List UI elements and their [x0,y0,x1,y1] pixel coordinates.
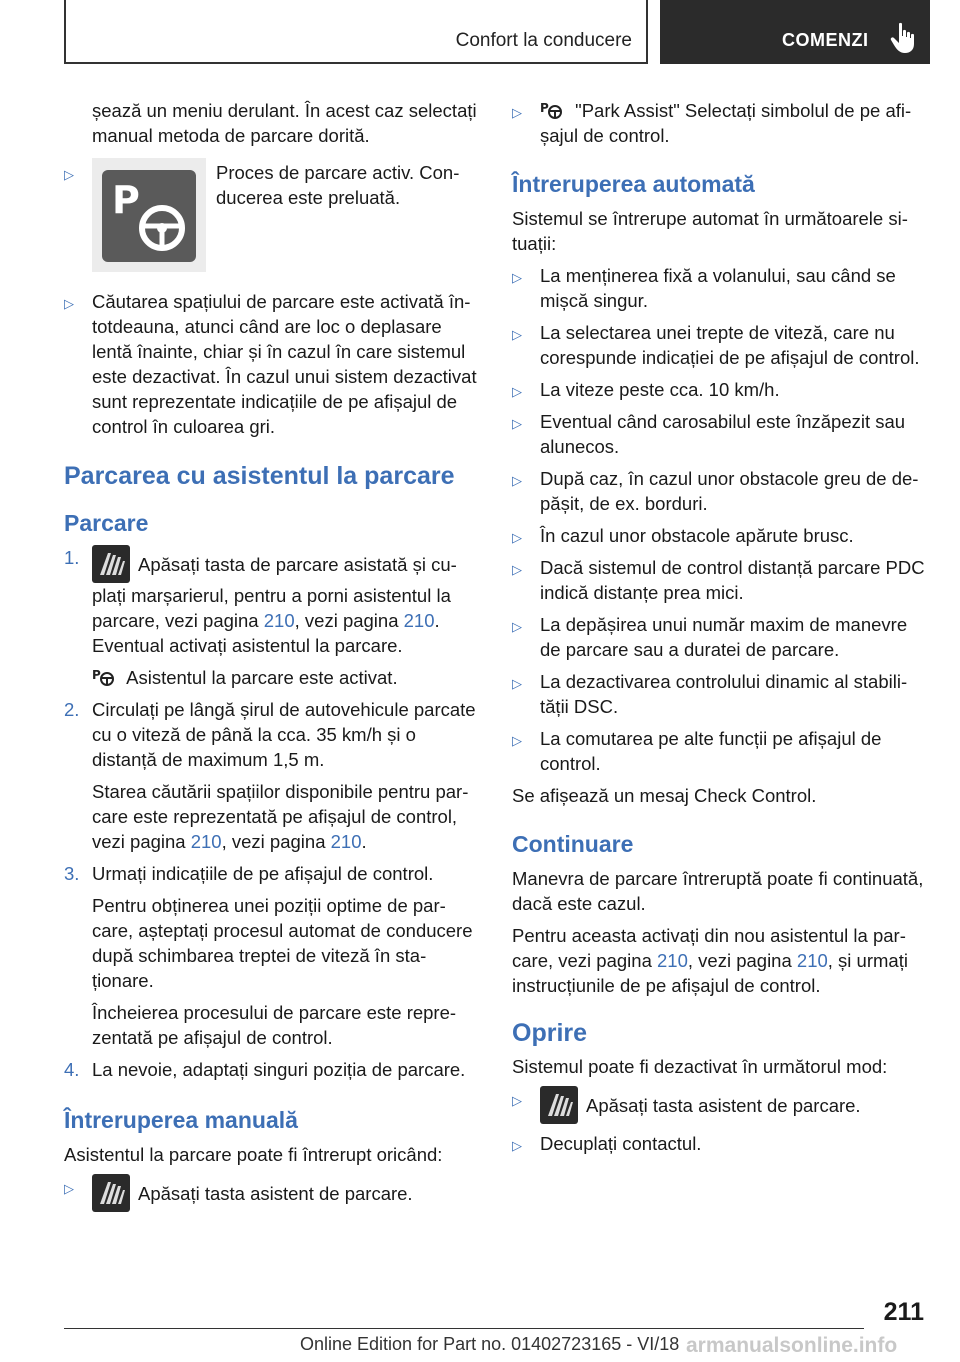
bullet-triangle-icon: ▷ [512,530,522,545]
continue-heading: Continuare [512,831,634,857]
auto-heading: Întreruperea automată [512,171,755,197]
auto-bullet-text: La viteze peste cca. 10 km/h. [540,379,780,400]
auto-bullet [512,320,928,370]
page-header [64,0,930,64]
page-link[interactable]: 210 [190,831,222,852]
step-3-sub-1: Pentru obținerea unei poziții optime de parcare, așteptați procesul automat de conducere după schimbarea treptei de viteză în staționare. [92,895,473,991]
page-link[interactable]: 210 [403,610,435,631]
step-3-text: Urmați indicațiile de pe afișajul de control. [92,863,434,884]
auto-bullet-text: La depășirea unui număr maxim de manevre de parcare sau a duratei de parcare. [540,614,908,660]
auto-bullet-text: La menținerea fixă a volanului, sau când se mișcă singur. [540,265,896,311]
watermark: armanualsonline.info [686,1334,898,1357]
auto-bullet [512,409,928,459]
parking-assist-button-icon [92,1174,130,1212]
page-number: 211 [883,1298,924,1326]
auto-bullet-text: În cazul unor obstacole apărute brusc. [540,525,854,546]
page-link[interactable]: 210 [796,950,828,971]
continue-p2-text: , și urmați instrucțiunile de pe afișajul de control. [512,950,908,996]
park-assist-bullet [512,98,928,148]
search-note-bullet [64,289,480,439]
svg-text:P: P [92,668,101,682]
step-2-sub-text: Starea căutării spațiilor disponibile pentru parcare este reprezentată pe afișajul de control, vezi pagina [92,781,469,852]
svg-text:P: P [540,101,549,115]
auto-list [512,263,928,776]
auto-bullet-text: Eventual când carosabilul este înzăpezit sau alunecos. [540,411,906,457]
check-control-text: Se afișează un mesaj Check Control. [512,785,817,806]
svg-text:P: P [112,178,140,222]
auto-bullet [512,555,928,605]
bullet-triangle-icon: ▷ [64,167,74,182]
step-1 [64,545,480,658]
parking-heading: Parcare [64,510,149,536]
manual-bullet [64,1174,480,1212]
bullet-triangle-icon: ▷ [512,562,522,577]
auto-bullet [512,612,928,662]
auto-bullet [512,669,928,719]
active-bullet [64,160,480,282]
section-tab-label: Confort la conducere [455,30,632,51]
auto-bullet-text: Dacă sistemul de control distanță parcare PDC indică distanțe prea mici. [540,557,925,603]
step-2-sub [64,779,480,854]
left-column [64,98,480,1219]
intro-paragraph: ș​ează un meniu derulant. În acest caz selectați manual metoda de parcare dorită. [92,100,477,146]
manual-heading: Întreruperea manuală [64,1107,298,1133]
parking-assist-button-icon [92,545,130,583]
bullet-triangle-icon: ▷ [512,676,522,691]
auto-bullet [512,377,928,402]
step-2-text: Circulați pe lângă șirul de autovehicule parcate cu o viteză de până la cca. 35 km/h și o distanță de maximum 1,5 m. [92,699,476,770]
step-1-text-b: , vezi pagina [294,610,404,631]
auto-bullet-text: După caz, în cazul unor obstacole greu de depășit, de ex. borduri. [540,468,919,514]
step-2-sub-text: , vezi pagina [221,831,331,852]
page-link[interactable]: 210 [657,950,688,971]
step-2 [64,697,480,772]
park-assist-text: "Park Assist" Selectați simbolul de pe afișajul de control. [540,100,912,146]
parking-steering-icon [540,100,564,120]
bullet-triangle-icon: ▷ [64,1181,74,1196]
bullet-triangle-icon: ▷ [64,296,74,311]
auto-bullet-text: La selectarea unei trepte de viteză, care nu corespunde indicației de pe afișajul de control. [540,322,920,368]
auto-bullet [512,523,928,548]
search-note-text: Căutarea spațiului de parcare este activată întotdeauna, atunci când are loc o deplasare lentă înainte, chiar și în cazul în care sistemul este dezactivat. În cazul unui sistem dezactivat sunt reprezentate indicațiile de pe afișajul de control în culoarea gri. [92,291,477,437]
manual-bullet-text: Apăsați tasta asistent de parcare. [138,1183,413,1204]
auto-bullet [512,466,928,516]
section-heading: Parcarea cu asistentul la parcare [64,462,455,490]
bullet-triangle-icon: ▷ [512,384,522,399]
stop-heading: Oprire [512,1019,588,1047]
parking-assist-button-icon [540,1086,578,1124]
step-number: 3. [64,863,80,884]
step-2-sub-text: . [361,831,367,852]
continue-p2-text: Pentru aceasta activați din nou asistentul la parcare, vezi pagina [512,925,906,971]
continue-p2-text: , vezi pagina [687,950,797,971]
auto-bullet [512,263,928,313]
bullet-triangle-icon: ▷ [512,733,522,748]
manual-intro: Asistentul la parcare poate fi întrerupt oricând: [64,1144,443,1165]
step-1-sub-text: Asistentul la parcare este activat. [126,667,398,688]
continue-p1: Manevra de parcare întreruptă poate fi continuată, dacă este cazul. [512,868,924,914]
continue-p2 [512,923,928,998]
step-3 [64,861,480,886]
auto-bullet-text: La comutarea pe alte funcții pe afișajul de control. [540,728,882,774]
pointing-hand-icon [890,22,916,54]
footer-divider [64,1328,864,1329]
stop-bullet-text: Decuplați contactul. [540,1133,702,1154]
stop-bullet-1 [512,1086,928,1124]
bullet-triangle-icon: ▷ [512,1093,522,1108]
bullet-triangle-icon: ▷ [512,327,522,342]
step-4-text: La nevoie, adaptați singuri poziția de parcare. [92,1059,466,1080]
bullet-triangle-icon: ▷ [512,1138,522,1153]
auto-intro: Sistemul se întrerupe automat în următoarele situații: [512,208,908,254]
stop-bullet-text: Apăsați tasta asistent de parcare. [586,1095,861,1116]
auto-bullet [512,726,928,776]
edition-text: Online Edition for Part no. 01402723165 - VI/18 [300,1334,680,1354]
stop-bullet-2 [512,1131,928,1156]
active-parking-icon [92,158,206,272]
bullet-triangle-icon: ▷ [512,270,522,285]
step-1-text-a: Apăsați tasta de parcare asistată și cuplați marșarierul, pentru a porni asistentul la parcare, vezi pagina [92,554,457,631]
step-4 [64,1057,480,1082]
page-link[interactable]: 210 [263,610,295,631]
section-tab [64,0,648,64]
step-3-sub-2: Încheierea procesului de parcare este reprezentată pe afișajul de control. [92,1002,457,1048]
bullet-triangle-icon: ▷ [512,619,522,634]
chapter-tab [660,0,930,64]
stop-intro: Sistemul poate fi dezactivat în următorul mod: [512,1056,888,1077]
chapter-tab-label: COMENZI [782,30,869,50]
parking-steering-icon [92,667,116,687]
page-link[interactable]: 210 [330,831,362,852]
bullet-triangle-icon: ▷ [512,473,522,488]
right-column [512,98,928,1163]
bullet-triangle-icon: ▷ [512,416,522,431]
step-number: 1. [64,547,80,568]
step-number: 2. [64,699,80,720]
auto-bullet-text: La dezactivarea controlului dinamic al stabilității DSC. [540,671,908,717]
bullet-triangle-icon: ▷ [512,105,522,120]
active-label: Proces de parcare activ. Conducerea este preluată. [216,162,460,208]
step-1-text-c: . Eventual activați asistentul la parcare. [92,610,440,656]
step-number: 4. [64,1059,80,1080]
step-1-sub [64,665,480,690]
